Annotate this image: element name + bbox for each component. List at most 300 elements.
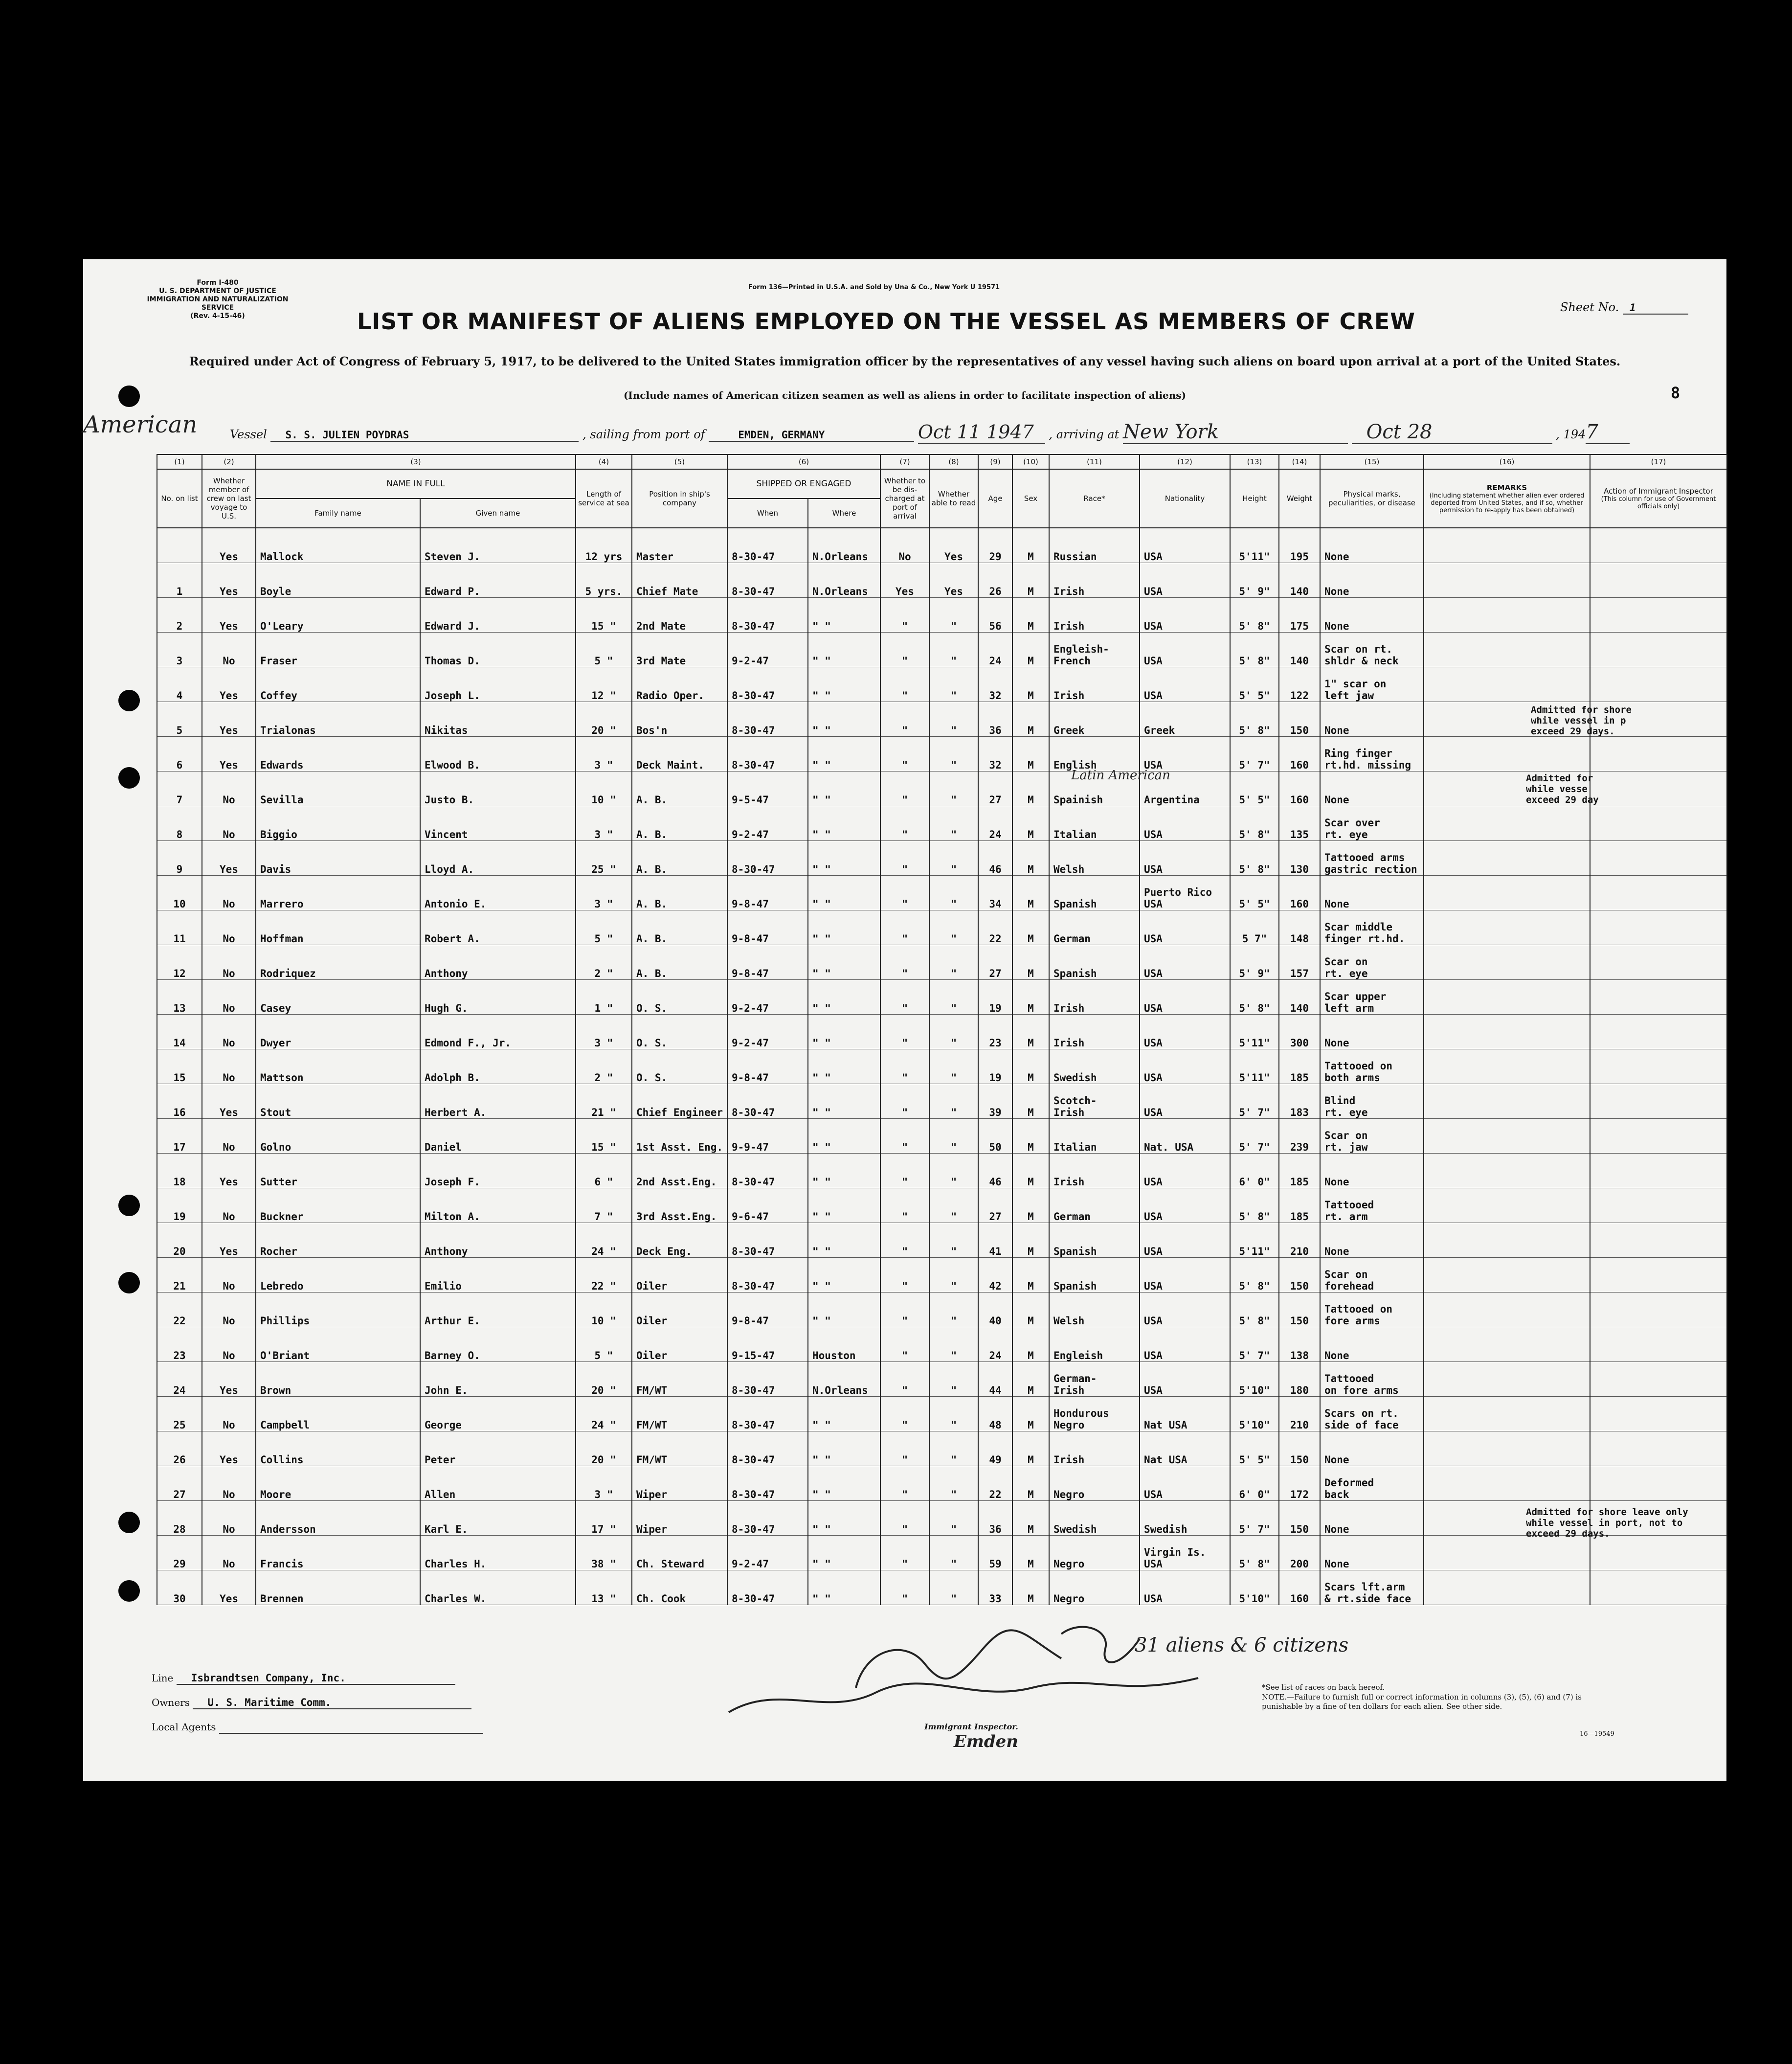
requirement-text: Required under Act of Congress of February 5, 1917, to be delivered to the United States immigration officer by the representatives of any vessel having such aliens on board upon arrival at a port of the United States. (189, 354, 1621, 368)
cell-read: " (929, 1397, 978, 1431)
cell-sex: M (1012, 1119, 1049, 1154)
remarks-title: REMARKS (1486, 483, 1527, 492)
cell-disch: " (880, 667, 929, 702)
cell-sex: M (1012, 980, 1049, 1015)
handwritten-total: 31 aliens & 6 citizens (1135, 1634, 1349, 1656)
cell-action (1590, 667, 1727, 702)
cell-weight: 130 (1279, 841, 1320, 876)
cell-action (1590, 1049, 1727, 1084)
cell-given: Antonio E. (420, 876, 576, 910)
cell-nat: USA (1140, 910, 1230, 945)
table-row (157, 1327, 1727, 1362)
cell-remarks (1424, 1536, 1590, 1570)
cell-where: " " (808, 1154, 880, 1188)
cell-no: 14 (157, 1015, 202, 1049)
cell-sex: M (1012, 737, 1049, 771)
table-row (157, 667, 1727, 702)
table-row (157, 1049, 1727, 1084)
cell-service: 25 " (576, 841, 632, 876)
cell-last: No (202, 1293, 256, 1327)
header-when: When (727, 499, 808, 528)
cell-when: 9-15-47 (727, 1327, 808, 1362)
cell-given: Herbert A. (420, 1084, 576, 1119)
cell-service: 12 yrs (576, 528, 632, 563)
cell-marks: Tattooed rt. arm (1320, 1188, 1424, 1223)
cell-marks: Scar over rt. eye (1320, 806, 1424, 841)
cell-height: 5' 8" (1230, 702, 1279, 737)
cell-action (1590, 1084, 1727, 1119)
cell-disch: Yes (880, 563, 929, 598)
col-num-17: (17) (1590, 454, 1727, 469)
table-row (157, 737, 1727, 771)
cell-nat: Nat USA (1140, 1431, 1230, 1466)
cell-height: 5' 7" (1230, 737, 1279, 771)
cell-remarks (1424, 1188, 1590, 1223)
line-label: Line (152, 1672, 174, 1684)
cell-disch: " (880, 841, 929, 876)
cell-family: Lebredo (256, 1258, 420, 1293)
cell-service: 5 " (576, 910, 632, 945)
cell-race: Italian (1049, 1119, 1140, 1154)
cell-last: Yes (202, 737, 256, 771)
cell-last: Yes (202, 528, 256, 563)
cell-age: 48 (978, 1397, 1012, 1431)
cell-action (1590, 841, 1727, 876)
cell-race: Negro (1049, 1570, 1140, 1605)
cell-no: 15 (157, 1049, 202, 1084)
table-row (157, 1397, 1727, 1431)
cell-action (1590, 1223, 1727, 1258)
header-able-read: Whether able to read (929, 469, 978, 528)
cell-remarks (1424, 1293, 1590, 1327)
year-label: , 194 (1556, 428, 1586, 441)
cell-nat: USA (1140, 633, 1230, 667)
cell-no: 20 (157, 1223, 202, 1258)
cell-race: Scotch- Irish (1049, 1084, 1140, 1119)
col-num-9: (9) (978, 454, 1012, 469)
cell-last: Yes (202, 1362, 256, 1397)
cell-where: " " (808, 667, 880, 702)
cell-action (1590, 1397, 1727, 1431)
header-remarks (1424, 469, 1590, 528)
cell-position: A. B. (632, 876, 727, 910)
signature-place: Emden (954, 1732, 1019, 1751)
table-row (157, 528, 1727, 563)
cell-service: 12 " (576, 667, 632, 702)
cell-marks: Scar on rt. jaw (1320, 1119, 1424, 1154)
cell-read: " (929, 945, 978, 980)
cell-marks: None (1320, 1015, 1424, 1049)
cell-service: 5 " (576, 1327, 632, 1362)
header-row (157, 469, 1727, 499)
cell-read: " (929, 910, 978, 945)
table-row (157, 1119, 1727, 1154)
cell-marks: None (1320, 528, 1424, 563)
col-num-10: (10) (1012, 454, 1049, 469)
remark-admitted: Admitted for shore while vessel in p exceed 29 days. (1531, 704, 1632, 737)
table-row (157, 945, 1727, 980)
cell-disch: " (880, 910, 929, 945)
cell-sex: M (1012, 528, 1049, 563)
cell-action (1590, 945, 1727, 980)
cell-family: Sevilla (256, 771, 420, 806)
cell-sex: M (1012, 563, 1049, 598)
cell-when: 8-30-47 (727, 1570, 808, 1605)
cell-no: 11 (157, 910, 202, 945)
vessel-name: S. S. JULIEN POYDRAS (270, 429, 579, 442)
cell-disch: " (880, 876, 929, 910)
cell-read: " (929, 980, 978, 1015)
cell-action (1590, 806, 1727, 841)
cell-read: " (929, 1293, 978, 1327)
cell-age: 32 (978, 667, 1012, 702)
cell-sex: M (1012, 1015, 1049, 1049)
cell-height: 5' 5" (1230, 876, 1279, 910)
cell-sex: M (1012, 598, 1049, 633)
cell-when: 8-30-47 (727, 667, 808, 702)
cell-when: 9-8-47 (727, 876, 808, 910)
cell-no: 29 (157, 1536, 202, 1570)
cell-weight: 239 (1279, 1119, 1320, 1154)
cell-age: 50 (978, 1119, 1012, 1154)
cell-where: " " (808, 876, 880, 910)
cell-position: O. S. (632, 980, 727, 1015)
punch-hole (118, 767, 140, 789)
header-member-last-voyage: Whether member of crew on last voyage to U.S. (202, 469, 256, 528)
cell-where: N.Orleans (808, 563, 880, 598)
col-num-2: (2) (202, 454, 256, 469)
cell-action (1590, 1362, 1727, 1397)
cell-sex: M (1012, 633, 1049, 667)
printer-note: Form 136—Printed in U.S.A. and Sold by Una & Co., New York U 19571 (748, 284, 1000, 291)
cell-nat: USA (1140, 563, 1230, 598)
cell-last: No (202, 945, 256, 980)
cell-no: 4 (157, 667, 202, 702)
column-number-row (157, 454, 1727, 469)
cell-position: Master (632, 528, 727, 563)
cell-position: Radio Oper. (632, 667, 727, 702)
cell-where: N.Orleans (808, 1362, 880, 1397)
table-row (157, 1362, 1727, 1397)
cell-position: O. S. (632, 1015, 727, 1049)
cell-remarks (1424, 563, 1590, 598)
sailing-label: , sailing from port of (582, 428, 705, 441)
cell-family: Coffey (256, 667, 420, 702)
cell-family: Casey (256, 980, 420, 1015)
cell-remarks (1424, 1015, 1590, 1049)
cell-read: " (929, 598, 978, 633)
cell-marks: Ring finger rt.hd. missing (1320, 737, 1424, 771)
cell-sex: M (1012, 1223, 1049, 1258)
cell-family: Mattson (256, 1049, 420, 1084)
cell-when: 8-30-47 (727, 737, 808, 771)
cell-age: 22 (978, 910, 1012, 945)
cell-race: Irish (1049, 598, 1140, 633)
cell-family: Rocher (256, 1223, 420, 1258)
cell-sex: M (1012, 806, 1049, 841)
cell-sex: M (1012, 1431, 1049, 1466)
punch-hole (118, 1512, 140, 1533)
cell-sex: M (1012, 702, 1049, 737)
cell-no: 3 (157, 633, 202, 667)
cell-service: 2 " (576, 1049, 632, 1084)
cell-when: 8-30-47 (727, 1362, 808, 1397)
cell-when: 8-30-47 (727, 1466, 808, 1501)
cell-nat: Nat. USA (1140, 1119, 1230, 1154)
cell-age: 46 (978, 1154, 1012, 1188)
cell-action (1590, 598, 1727, 633)
cell-marks: Scar middle finger rt.hd. (1320, 910, 1424, 945)
cell-nat: USA (1140, 1570, 1230, 1605)
cell-race: Irish (1049, 667, 1140, 702)
table-row (157, 563, 1727, 598)
page-mark: 8 (1671, 384, 1680, 402)
cell-service: 10 " (576, 771, 632, 806)
cell-family: Stout (256, 1084, 420, 1119)
action-title: Action of Immigrant Inspector (1604, 487, 1713, 496)
cell-service: 17 " (576, 1501, 632, 1536)
form-code: 16—19549 (1580, 1730, 1614, 1738)
cell-race: Spainish (1049, 771, 1140, 806)
owners-value: U. S. Maritime Comm. (193, 1697, 471, 1709)
cell-height: 5' 5" (1230, 667, 1279, 702)
cell-action (1590, 1154, 1727, 1188)
cell-no: 12 (157, 945, 202, 980)
table-row (157, 633, 1727, 667)
cell-sex: M (1012, 771, 1049, 806)
cell-disch: " (880, 702, 929, 737)
cell-position: Oiler (632, 1293, 727, 1327)
cell-when: 9-6-47 (727, 1188, 808, 1223)
cell-marks: None (1320, 563, 1424, 598)
cell-action (1590, 737, 1727, 771)
cell-age: 44 (978, 1362, 1012, 1397)
cell-disch: " (880, 1327, 929, 1362)
cell-marks: Tattooed on fore arms (1320, 1362, 1424, 1397)
agents-value (219, 1721, 483, 1734)
cell-family: Moore (256, 1466, 420, 1501)
punch-hole (118, 690, 140, 711)
cell-family: Mallock (256, 528, 420, 563)
cell-race: Italian (1049, 806, 1140, 841)
cell-read: " (929, 1501, 978, 1536)
cell-last: Yes (202, 1084, 256, 1119)
action-sub: (This column for use of Government officials only) (1601, 496, 1716, 510)
cell-weight: 210 (1279, 1397, 1320, 1431)
punch-hole (118, 386, 140, 407)
table-row (157, 1084, 1727, 1119)
cell-weight: 180 (1279, 1362, 1320, 1397)
cell-no: 30 (157, 1570, 202, 1605)
cell-disch: " (880, 1084, 929, 1119)
cell-sex: M (1012, 667, 1049, 702)
cell-height: 5'10" (1230, 1570, 1279, 1605)
cell-weight: 140 (1279, 980, 1320, 1015)
cell-action (1590, 633, 1727, 667)
cell-height: 6' 0" (1230, 1466, 1279, 1501)
cell-given: Charles W. (420, 1570, 576, 1605)
cell-weight: 200 (1279, 1536, 1320, 1570)
cell-where: " " (808, 702, 880, 737)
cell-no: 26 (157, 1431, 202, 1466)
cell-race: German- Irish (1049, 1362, 1140, 1397)
cell-weight: 160 (1279, 737, 1320, 771)
year-value: 7 (1586, 421, 1630, 444)
cell-last: No (202, 806, 256, 841)
header-physical: Physical marks, peculiarities, or disease (1320, 469, 1424, 528)
cell-service: 3 " (576, 737, 632, 771)
arrival-date: Oct 28 (1352, 421, 1552, 444)
cell-race: Irish (1049, 563, 1140, 598)
cell-no: 2 (157, 598, 202, 633)
cell-given: Thomas D. (420, 633, 576, 667)
header-given-name: Given name (420, 499, 576, 528)
cell-age: 41 (978, 1223, 1012, 1258)
cell-position: Deck Eng. (632, 1223, 727, 1258)
cell-where: " " (808, 980, 880, 1015)
cell-remarks (1424, 1084, 1590, 1119)
cell-when: 9-2-47 (727, 980, 808, 1015)
cell-family: Phillips (256, 1293, 420, 1327)
cell-given: Anthony (420, 945, 576, 980)
cell-no: 1 (157, 563, 202, 598)
cell-no: 25 (157, 1397, 202, 1431)
cell-where: " " (808, 1293, 880, 1327)
cell-nat: Greek (1140, 702, 1230, 737)
cell-last: No (202, 980, 256, 1015)
cell-height: 5' 5" (1230, 771, 1279, 806)
col-num-11: (11) (1049, 454, 1140, 469)
cell-where: " " (808, 737, 880, 771)
cell-sex: M (1012, 1397, 1049, 1431)
cell-nat: Nat USA (1140, 1397, 1230, 1431)
footer-line (152, 1672, 494, 1685)
cell-remarks (1424, 1119, 1590, 1154)
cell-age: 40 (978, 1293, 1012, 1327)
cell-weight: 172 (1279, 1466, 1320, 1501)
cell-position: A. B. (632, 806, 727, 841)
cell-no: 27 (157, 1466, 202, 1501)
cell-age: 36 (978, 1501, 1012, 1536)
cell-no: 19 (157, 1188, 202, 1223)
cell-age: 42 (978, 1258, 1012, 1293)
cell-disch: " (880, 737, 929, 771)
cell-last: Yes (202, 1431, 256, 1466)
cell-where: " " (808, 910, 880, 945)
cell-weight: 138 (1279, 1327, 1320, 1362)
cell-last: Yes (202, 1154, 256, 1188)
cell-where: N.Orleans (808, 528, 880, 563)
cell-race: Engleish (1049, 1327, 1140, 1362)
cell-age: 49 (978, 1431, 1012, 1466)
cell-when: 8-30-47 (727, 1501, 808, 1536)
cell-height: 5' 9" (1230, 563, 1279, 598)
cell-remarks (1424, 1397, 1590, 1431)
cell-given: Peter (420, 1431, 576, 1466)
cell-where: " " (808, 1397, 880, 1431)
header-height: Height (1230, 469, 1279, 528)
cell-where: Houston (808, 1327, 880, 1362)
cell-sex: M (1012, 1362, 1049, 1397)
cell-given: Karl E. (420, 1501, 576, 1536)
punch-hole (118, 1580, 140, 1602)
cell-race: English (1049, 737, 1140, 771)
cell-service: 10 " (576, 1293, 632, 1327)
cell-race: Spanish (1049, 876, 1140, 910)
cell-remarks (1424, 1154, 1590, 1188)
cell-no: 22 (157, 1293, 202, 1327)
cell-weight: 150 (1279, 702, 1320, 737)
table-row (157, 1223, 1727, 1258)
cell-age: 24 (978, 1327, 1012, 1362)
cell-last: No (202, 910, 256, 945)
cell-family: Hoffman (256, 910, 420, 945)
table-row (157, 806, 1727, 841)
cell-position: FM/WT (632, 1362, 727, 1397)
cell-read: " (929, 1154, 978, 1188)
cell-last: No (202, 1397, 256, 1431)
cell-race: Welsh (1049, 841, 1140, 876)
cell-race: Spanish (1049, 945, 1140, 980)
cell-family: Brennen (256, 1570, 420, 1605)
sailed-date: Oct 11 1947 (918, 421, 1045, 444)
cell-nat: USA (1140, 1223, 1230, 1258)
cell-action (1590, 1258, 1727, 1293)
cell-marks: Tattooed arms gastric rection (1320, 841, 1424, 876)
cell-where: " " (808, 1466, 880, 1501)
cell-weight: 160 (1279, 1570, 1320, 1605)
cell-position: A. B. (632, 945, 727, 980)
cell-family: Brown (256, 1362, 420, 1397)
cell-remarks (1424, 1049, 1590, 1084)
cell-nat: Puerto Rico USA (1140, 876, 1230, 910)
col-num-6: (6) (727, 454, 880, 469)
cell-height: 5' 8" (1230, 1536, 1279, 1570)
cell-last: No (202, 1119, 256, 1154)
cell-read: " (929, 1223, 978, 1258)
cell-weight: 185 (1279, 1154, 1320, 1188)
cell-given: John E. (420, 1362, 576, 1397)
cell-action (1590, 1570, 1727, 1605)
cell-weight: 122 (1279, 667, 1320, 702)
cell-no: 21 (157, 1258, 202, 1293)
cell-age: 27 (978, 771, 1012, 806)
cell-where: " " (808, 771, 880, 806)
manifest-sheet (83, 259, 1726, 1781)
cell-family: Francis (256, 1536, 420, 1570)
cell-nat: USA (1140, 737, 1230, 771)
cell-height: 5' 7" (1230, 1084, 1279, 1119)
cell-remarks (1424, 1258, 1590, 1293)
cell-marks: Scar on rt. shldr & neck (1320, 633, 1424, 667)
cell-service: 3 " (576, 1466, 632, 1501)
cell-when: 9-8-47 (727, 910, 808, 945)
port-from: EMDEN, GERMANY (709, 429, 914, 442)
cell-height: 5'11" (1230, 1049, 1279, 1084)
cell-marks: None (1320, 702, 1424, 737)
table-row (157, 1015, 1727, 1049)
cell-marks: None (1320, 876, 1424, 910)
remark-admitted: Admitted for shore leave only while vessel in port, not to exceed 29 days. (1526, 1507, 1688, 1539)
cell-height: 5'11" (1230, 528, 1279, 563)
cell-weight: 150 (1279, 1501, 1320, 1536)
table-row (157, 910, 1727, 945)
cell-race: Hondurous Negro (1049, 1397, 1140, 1431)
cell-read: " (929, 876, 978, 910)
cell-age: 56 (978, 598, 1012, 633)
cell-disch: " (880, 1397, 929, 1431)
cell-sex: M (1012, 1258, 1049, 1293)
